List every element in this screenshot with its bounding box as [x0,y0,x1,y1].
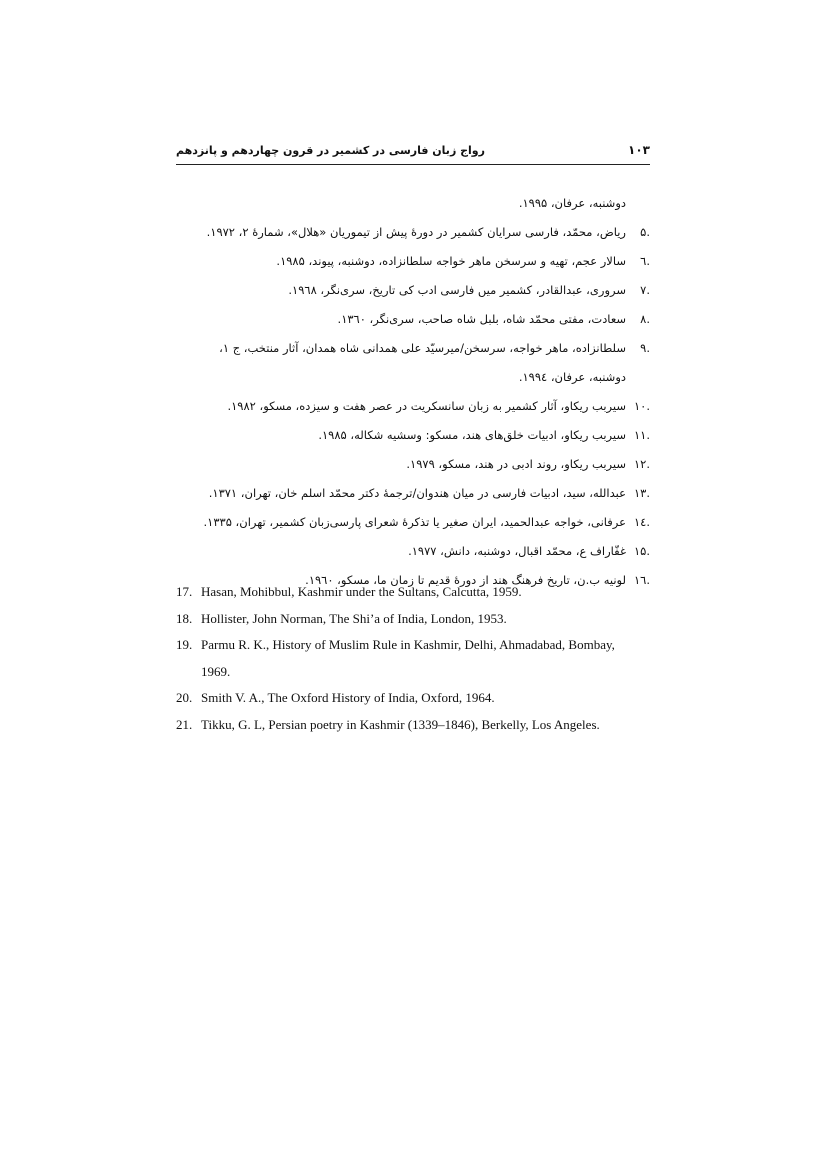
reference-item [176,482,650,511]
reference-item [176,308,650,337]
reference-number: .۷ [640,283,650,297]
reference-text: دوشنبه، عرفان، ۱۹۹٤. [518,370,626,384]
reference-text: Tikku, G. L, Persian poetry in Kashmir (1339–1846), Berkelly, Los Angeles. [201,716,600,732]
reference-text: سیربب ریکاو، آثار کشمیر به زبان سانسکریت در عصر هفت و سیزده، مسکو، ۱۹۸۲. [227,399,626,413]
reference-item [176,540,650,569]
reference-number: .۱۱ [633,428,650,442]
reference-text: عبدالله، سید، ادبیات فارسی در میان هندوان/ترجمۀ دکتر محمّد اسلم خان، تهران، ۱۳۷۱. [208,486,626,500]
persian-reference-list [176,192,650,598]
running-head [176,142,650,165]
reference-number: .٦ [640,254,650,268]
reference-text: Parmu R. K., History of Muslim Rule in Kashmir, Delhi, Ahmadabad, Bombay, [201,637,615,652]
reference-number: .۹ [640,341,650,355]
reference-number: .۱۲ [633,457,650,471]
reference-item [176,635,650,662]
reference-text: سلطانزاده، ماهر خواجه، سرسخن/میرسیّد علی همدانی شاه همدان، آثار منتخب، ج ۱، [219,341,626,355]
reference-number: 18. [176,610,193,626]
reference-item [176,279,650,308]
reference-number: 20. [176,690,193,705]
reference-item [176,662,650,689]
reference-text: سیربب ریکاو، روند ادبی در هند، مسکو، ۱۹۷۹. [406,457,626,471]
english-reference-list [176,582,650,741]
reference-number: 17. [176,584,193,599]
reference-number: .۱٤ [633,515,650,529]
reference-item [176,337,650,366]
reference-text: غفّاراف ع، محمّد اقبال، دوشنبه، دانش، ۱۹۷۷. [408,544,626,558]
reference-text: Smith V. A., The Oxford History of India, Oxford, 1964. [201,690,495,705]
reference-number: .۸ [640,312,650,326]
reference-item [176,609,650,636]
reference-item [176,221,650,250]
page-number: ۱۰۳ [628,143,650,157]
reference-text: 1969. [201,663,231,679]
reference-text: لونیه ب.ن، تاریخ فرهنگ هند از دورۀ قدیم تا زمان ما، مسکو، ۱۹٦۰. [305,573,626,587]
reference-text: Hasan, Mohibbul, Kashmir under the Sultans, Calcutta, 1959. [201,584,522,599]
reference-number: .۱۰ [633,399,650,413]
reference-text: سالار عجم، تهیه و سرسخن ماهر خواجه سلطانزاده، دوشنبه، پیوند، ۱۹۸۵. [276,254,626,268]
reference-number: .۱۵ [633,544,650,558]
running-head-title: رواج زبان فارسی در کشمیر در قرون چهاردهم و پانزدهم [176,144,485,157]
reference-item [176,250,650,279]
reference-text: دوشنبه، عرفان، ۱۹۹۵. [518,196,626,210]
reference-text: Hollister, John Norman, The Shi’a of India, London, 1953. [201,610,507,626]
reference-text: سیربب ریکاو، ادبیات خلق‌های هند، مسکو: وسشیه شکاله، ۱۹۸۵. [318,428,626,442]
reference-item [176,424,650,453]
reference-number: .۱٦ [633,573,650,587]
reference-text: سروری، عبدالقادر، کشمیر میں فارسی ادب کی تاریخ، سری‌نگر، ۱۹٦۸. [288,283,626,297]
reference-text: عرفانی، خواجه عبدالحمید، ایران صغیر یا تذکرۀ شعرای پارسی‌زبان کشمیر، تهران، ۱۳۳۵. [203,515,626,529]
reference-number: .۵ [640,225,650,239]
reference-text: ریاض، محمّد، فارسی سرایان کشمیر در دورۀ پیش از تیموریان «هلال»، شمارۀ ۲، ۱۹۷۲. [206,225,626,239]
reference-item [176,395,650,424]
reference-item [176,582,650,609]
reference-text: سعادت، مفتی محمّد شاه، بلبل شاه صاحب، سری‌نگر، ۱۳٦۰. [337,312,626,326]
reference-item [176,192,650,221]
reference-item [176,453,650,482]
reference-number: .۱۳ [633,486,650,500]
reference-number: 21. [176,716,193,732]
reference-item [176,688,650,715]
reference-item [176,366,650,395]
reference-item [176,715,650,742]
reference-item [176,511,650,540]
reference-number: 19. [176,637,193,652]
